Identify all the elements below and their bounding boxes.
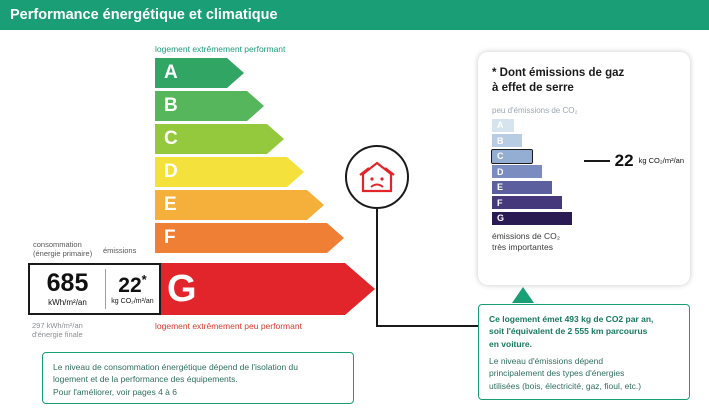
energy-band-e (155, 190, 344, 220)
ges-band-e: E (492, 181, 552, 194)
energy-band-f (155, 223, 344, 253)
house-bubble (345, 145, 409, 209)
energy-band-arrow (267, 124, 284, 154)
house-sad-icon (357, 157, 397, 197)
consumption-values-box (28, 263, 161, 315)
ges-band-c: C (492, 150, 532, 163)
emissions-number: 22* (118, 272, 147, 297)
ladder-caption-bottom: logement extrêmement peu performant (155, 321, 302, 331)
final-energy-footnote: 297 kWh/m²/an d'énergie finale (32, 321, 83, 340)
energy-rating-letter: G (155, 263, 345, 315)
consumption-label-primary: consommation (énergie primaire) (33, 240, 93, 258)
energy-band-arrow (287, 157, 304, 187)
energy-band-label: C (155, 124, 267, 154)
page-title (0, 0, 709, 30)
ges-card-title: * Dont émissions de gaz à effet de serre (492, 67, 625, 94)
energy-rating-arrow (345, 263, 375, 315)
ges-callout-value: 22 (614, 150, 634, 170)
ges-callout-line (584, 160, 610, 162)
energy-band-b (155, 91, 344, 121)
ges-band-a: A (492, 119, 514, 132)
ges-scale-top-label: peu d'émissions de CO₂ (492, 105, 578, 115)
emissions-unit: kg CO₂/m²/an (111, 298, 154, 305)
ges-card (478, 52, 690, 285)
energy-band-label: D (155, 157, 287, 187)
primary-energy-number: 685 (46, 269, 89, 297)
energy-band-label: E (155, 190, 307, 220)
energy-band-arrow (327, 223, 344, 253)
info-box-consumption: Le niveau de consommation énergétique dépend de l'isolation du logement et de la performance des équipements. Pour l'améliorer, voir pages 4 à 6 (42, 352, 354, 404)
energy-band-label: A (155, 58, 227, 88)
consumption-label-emissions: émissions (103, 246, 137, 255)
ges-band-g: G (492, 212, 572, 225)
energy-band-label: B (155, 91, 247, 121)
ges-band-f: F (492, 196, 562, 209)
energy-rating-band-g (155, 263, 375, 315)
info-box-emissions: Ce logement émet 493 kg de CO2 par an, soit l'équivalent de 2 555 km parcourus en voiture. Le niveau d'émissions dépend principalement des types d'énergies utilisées (bois, électricité, gaz, fioul, etc.) (478, 304, 690, 400)
bubble-connector-horizontal (376, 325, 486, 327)
emissions-value (106, 273, 159, 305)
energy-band-arrow (247, 91, 264, 121)
ges-band-b: B (492, 134, 522, 147)
ges-callout-unit: kg CO₂/m²/an (638, 156, 684, 166)
primary-energy-unit: kWh/m²/an (48, 298, 87, 307)
ges-band-d: D (492, 165, 542, 178)
bubble-connector-vertical (376, 207, 378, 327)
ges-scale (492, 119, 684, 225)
primary-energy-value (30, 271, 105, 307)
energy-band-arrow (227, 58, 244, 88)
energy-band-arrow (307, 190, 324, 220)
energy-band-c (155, 124, 344, 154)
energy-band-label: F (155, 223, 327, 253)
ges-scale-bottom-label: émissions de CO₂ très importantes (492, 230, 561, 252)
energy-ladder (155, 58, 344, 256)
page-title-text: Performance énergétique et climatique (10, 7, 278, 23)
ges-callout (584, 151, 684, 171)
callout-arrow-icon (512, 287, 534, 303)
energy-band-a (155, 58, 344, 88)
ladder-caption-top: logement extrêmement performant (155, 44, 286, 54)
energy-band-d (155, 157, 344, 187)
